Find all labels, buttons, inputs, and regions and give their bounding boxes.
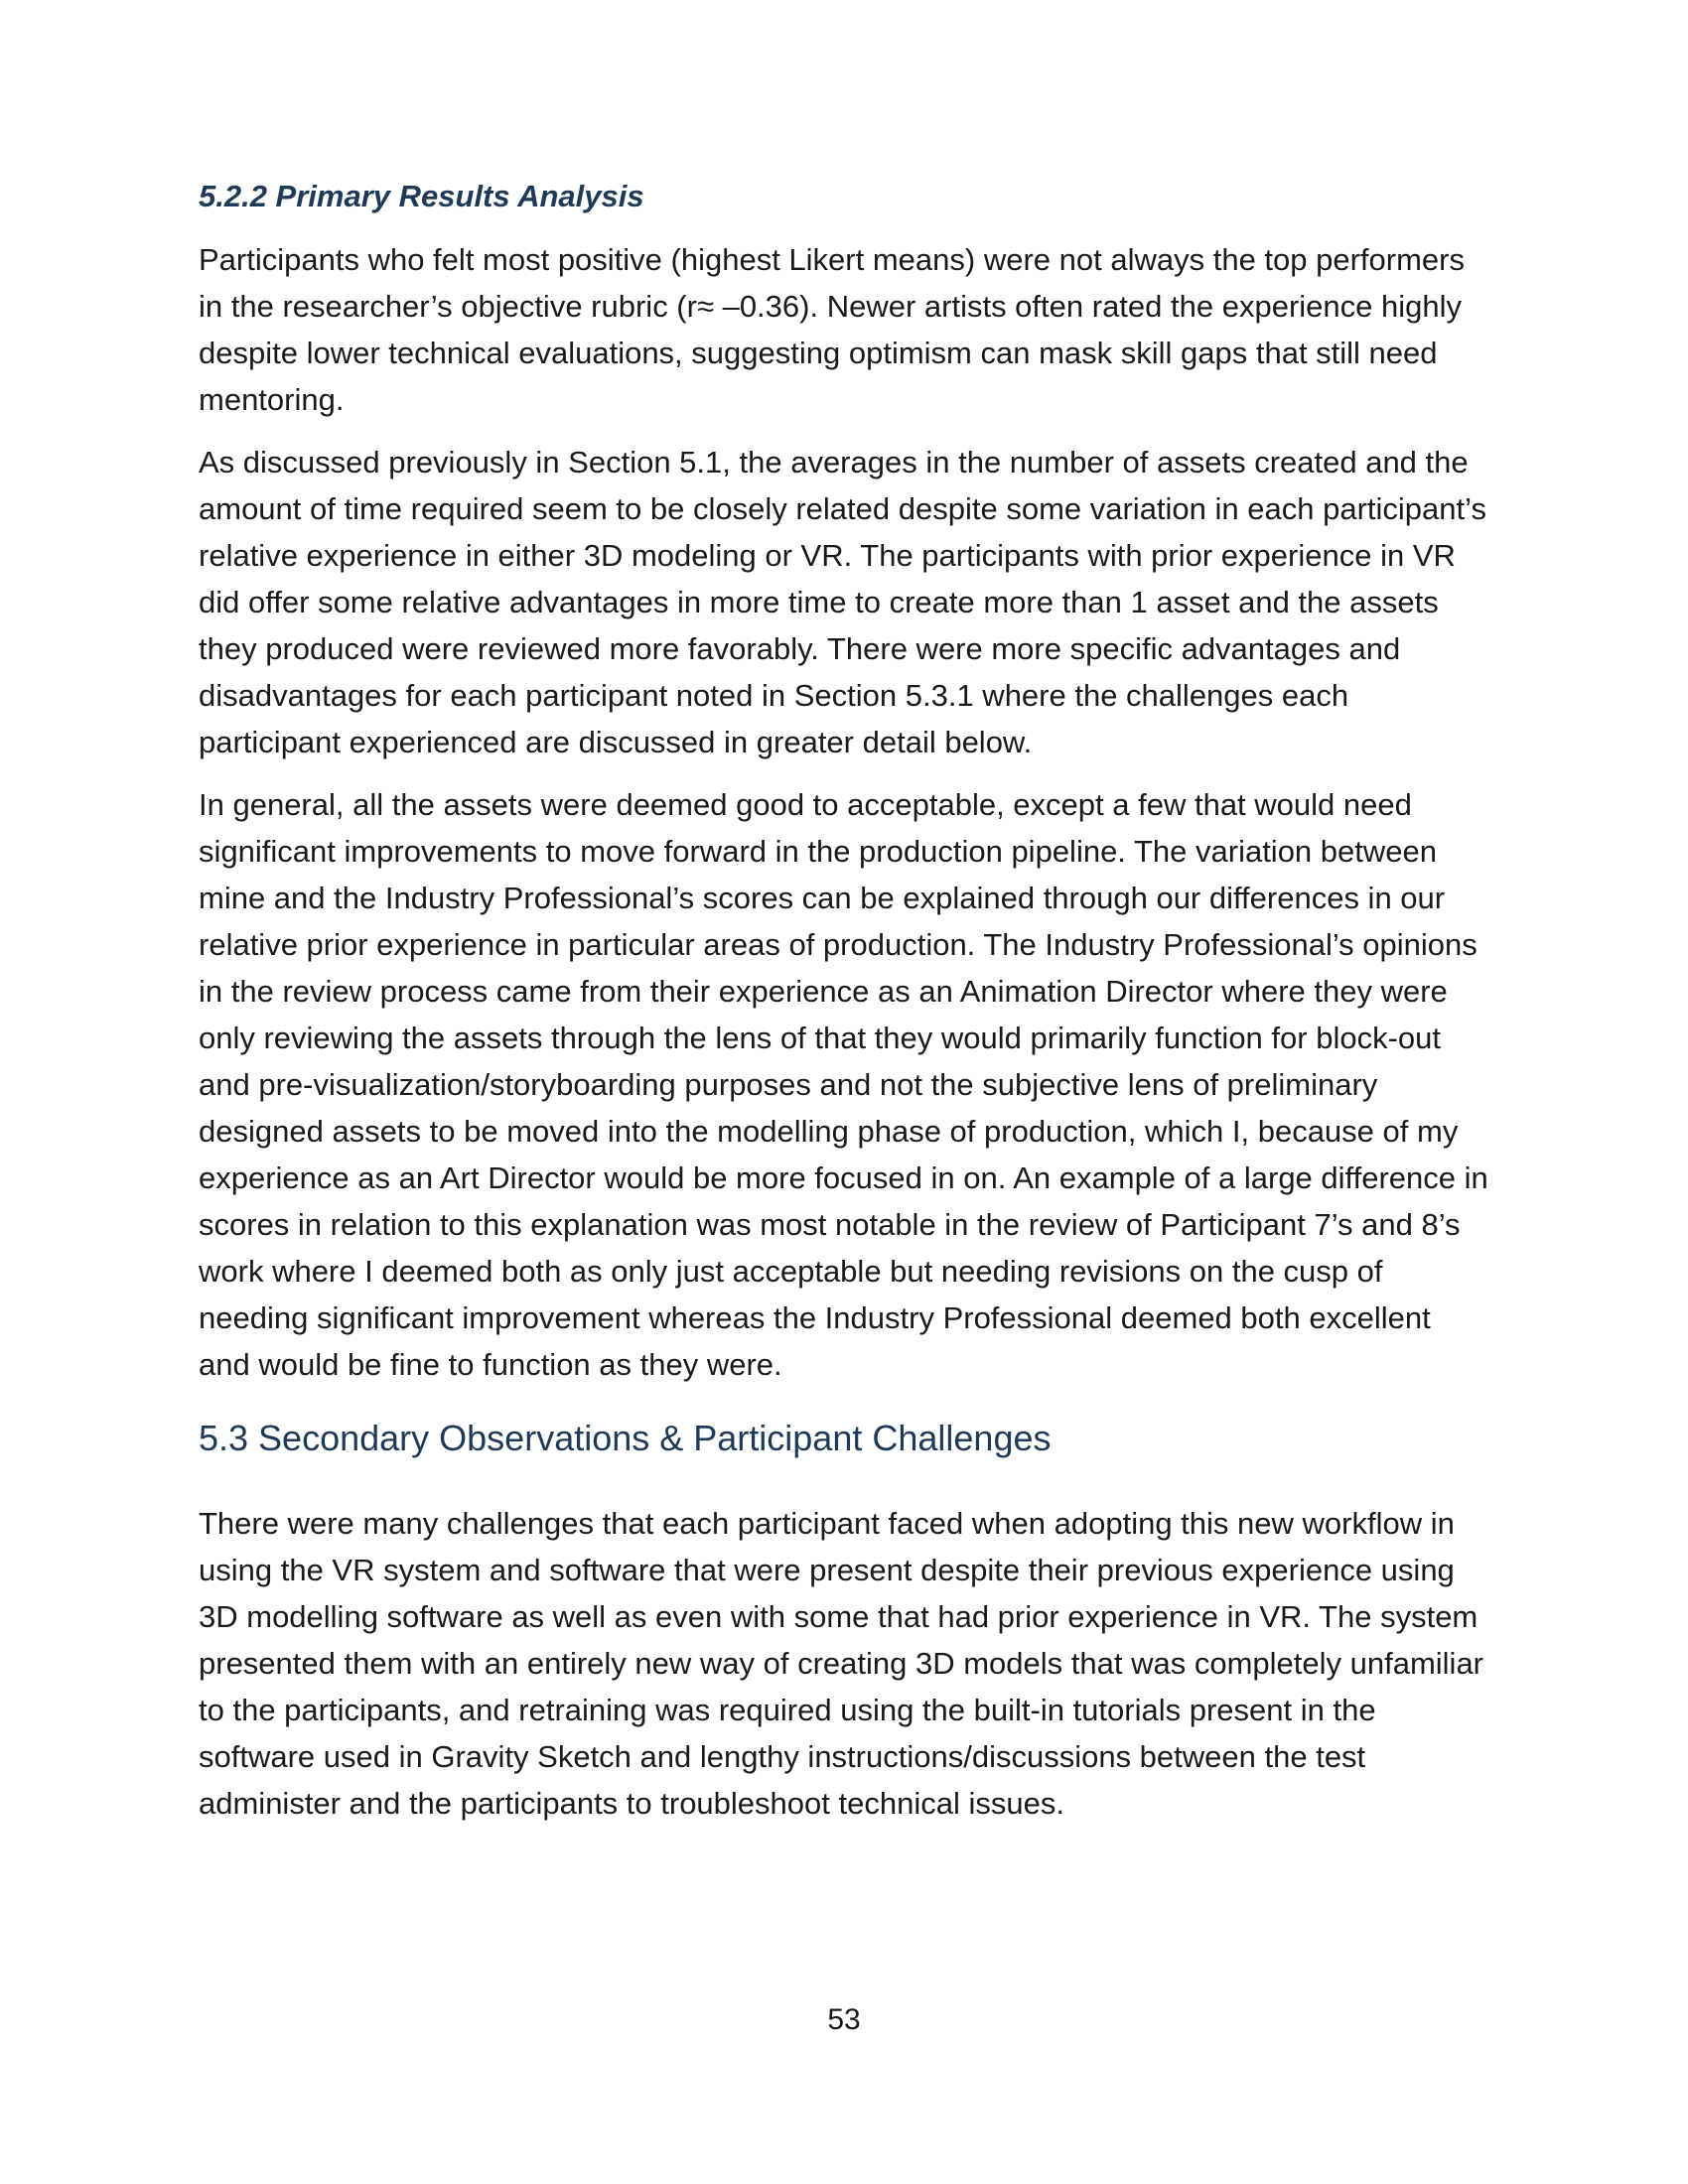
paragraph-assets-time: As discussed previously in Section 5.1, the averages in the number of assets created and the amount of time required seem to be closely related despite some variation in each participant’s relative experience in either 3D modeling or VR. The participants with prior experience in VR did offer some relative advantages in more time to create more than 1 asset and the assets they produced were reviewed more favorably. There were more specific advantages and disadvantages for each participant noted in Section 5.3.1 where the challenges each participant experienced are discussed in greater detail below. (199, 445, 1486, 760)
paragraph-likert-results: Participants who felt most positive (highest Likert means) were not always the top performers in the researcher’s objective rubric (r≈ –0.36). Newer artists often rated the experience highly despite lower technical evaluations, suggesting optimism can mask skill gaps that still need mentoring. (199, 242, 1465, 418)
paragraph-participant-challenges: There were many challenges that each participant faced when adopting this new workflow in using the VR system and software that were present despite their previous experience using 3D modelling software as well as even with some that had prior experience in VR. The system presented them with an entirely new way of creating 3D models that was completely unfamiliar to the participants, and retraining was required using the built-in tutorials present in the software used in Gravity Sketch and lengthy instructions/discussions between the test administer and the participants to troubleshoot technical issues. (199, 1506, 1484, 1822)
section-5-3-heading: 5.3 Secondary Observations & Participant Challenges (199, 1418, 1052, 1459)
paragraph-review-variation: In general, all the assets were deemed good to acceptable, except a few that would need significant improvements to move forward in the production pipeline. The variation between mine and the Industry Professional’s scores can be explained through our differences in our relative prior experience in particular areas of production. The Industry Professional’s opinions in the review process came from their experience as an Animation Director where they were only reviewing the assets through the lens of that they would primarily function for block-out and pre-visualization/storyboarding purposes and not the subjective lens of preliminary designed assets to be moved into the modelling phase of production, which I, because of my experience as an Art Director would be more focused in on. An example of a large difference in scores in relation to this explanation was most notable in the review of Participant 7’s and 8’s work where I deemed both as only just acceptable but needing revisions on the cusp of needing significant improvement whereas the Industry Professional deemed both excellent and would be fine to function as they were. (199, 787, 1488, 1383)
page-content (199, 177, 1489, 1843)
section-5-2-2-heading: 5.2.2 Primary Results Analysis (199, 179, 644, 213)
page-number: 53 (827, 2003, 861, 2036)
